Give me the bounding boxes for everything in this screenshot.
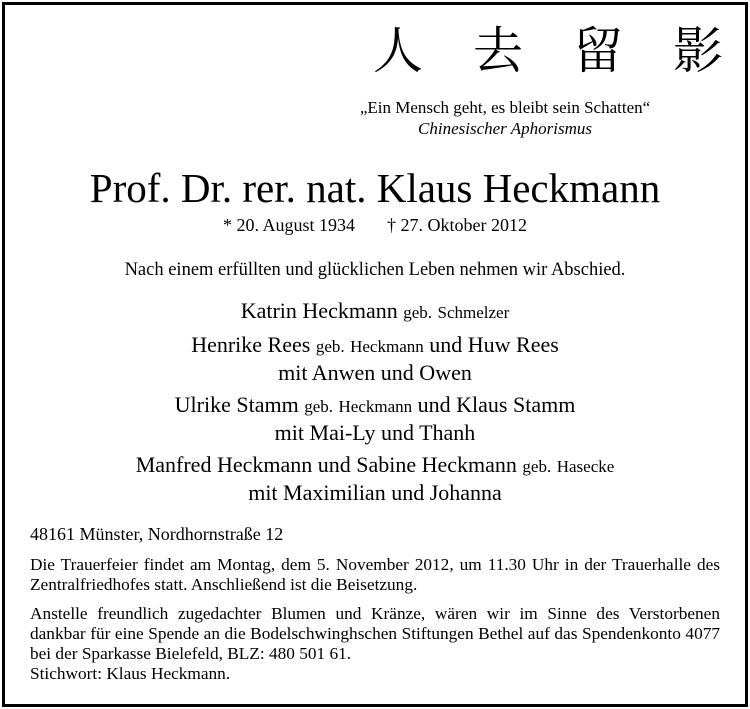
donation-text: Anstelle freundlich zugedachter Blumen und Kränze, wären wir im Sinne des Verstorbenen dankbar für eine Spende an die Bodelschwinghschen Stiftungen Bethel auf das Spendenkonto 4077 bei der Sparkasse Bielefeld, BLZ: 480 501 61. (30, 604, 720, 663)
donation-keyword: Stichwort: Klaus Heckmann. (30, 664, 231, 683)
aphorism (295, 97, 715, 139)
death-date: † 27. Oktober 2012 (387, 215, 527, 235)
aphorism-source: Chinesischer Aphorismus (418, 119, 592, 138)
aphorism-text: „Ein Mensch geht, es bleibt sein Schatten“ (359, 98, 651, 117)
maiden-name: Heckmann (350, 336, 424, 356)
mourner-group (5, 392, 745, 447)
mourner-line (5, 298, 745, 327)
chinese-char: 留 (573, 22, 623, 80)
deceased-name: Prof. Dr. rer. nat. Klaus Heckmann (89, 165, 661, 211)
mourner-name: Ulrike Stamm (174, 391, 299, 417)
donation-info (30, 604, 720, 684)
maiden-name: Hasecke (556, 456, 615, 476)
maiden-name: Heckmann (338, 396, 413, 416)
chinese-char: 人 (373, 22, 423, 80)
obituary-notice (2, 2, 748, 707)
mourner-partner: und Huw Rees (429, 331, 559, 357)
chinese-char: 影 (673, 22, 723, 80)
mourner-children: mit Mai-Ly und Thanh (274, 420, 476, 445)
mourner-name: Manfred Heckmann und Sabine Heckmann (135, 451, 517, 477)
mourner-line (5, 392, 745, 421)
mourner-partner: und Klaus Stamm (417, 391, 576, 417)
address: 48161 Münster, Nordhornstraße 12 (30, 524, 284, 544)
mourner-children: mit Maximilian und Johanna (248, 480, 502, 505)
funeral-info: Die Trauerfeier findet am Montag, dem 5. November 2012, um 11.30 Uhr in der Trauerhalle des Zentralfriedhofes statt. Anschließend ist die Beisetzung. (30, 555, 720, 594)
life-dates (5, 213, 745, 237)
mourner-line (5, 452, 745, 481)
mourner-name: Katrin Heckmann (240, 298, 398, 323)
geb-label: geb. (403, 303, 433, 322)
mourner-name: Henrike Rees (191, 331, 311, 357)
farewell-line: Nach einem erfüllten und glücklichen Leben nehmen wir Abschied. (124, 260, 626, 280)
chinese-char: 去 (473, 22, 523, 80)
geb-label: geb. (522, 456, 552, 476)
geb-label: geb. (315, 336, 345, 356)
birth-date: * 20. August 1934 (223, 215, 356, 235)
mourner-group (5, 452, 745, 507)
mourner-group (5, 298, 745, 327)
mourner-line (5, 332, 745, 361)
geb-label: geb. (304, 396, 334, 416)
maiden-name: Schmelzer (437, 303, 510, 322)
chinese-characters (373, 21, 723, 81)
mourners-list (5, 298, 745, 512)
mourner-group (5, 332, 745, 387)
mourner-children: mit Anwen und Owen (278, 360, 472, 385)
